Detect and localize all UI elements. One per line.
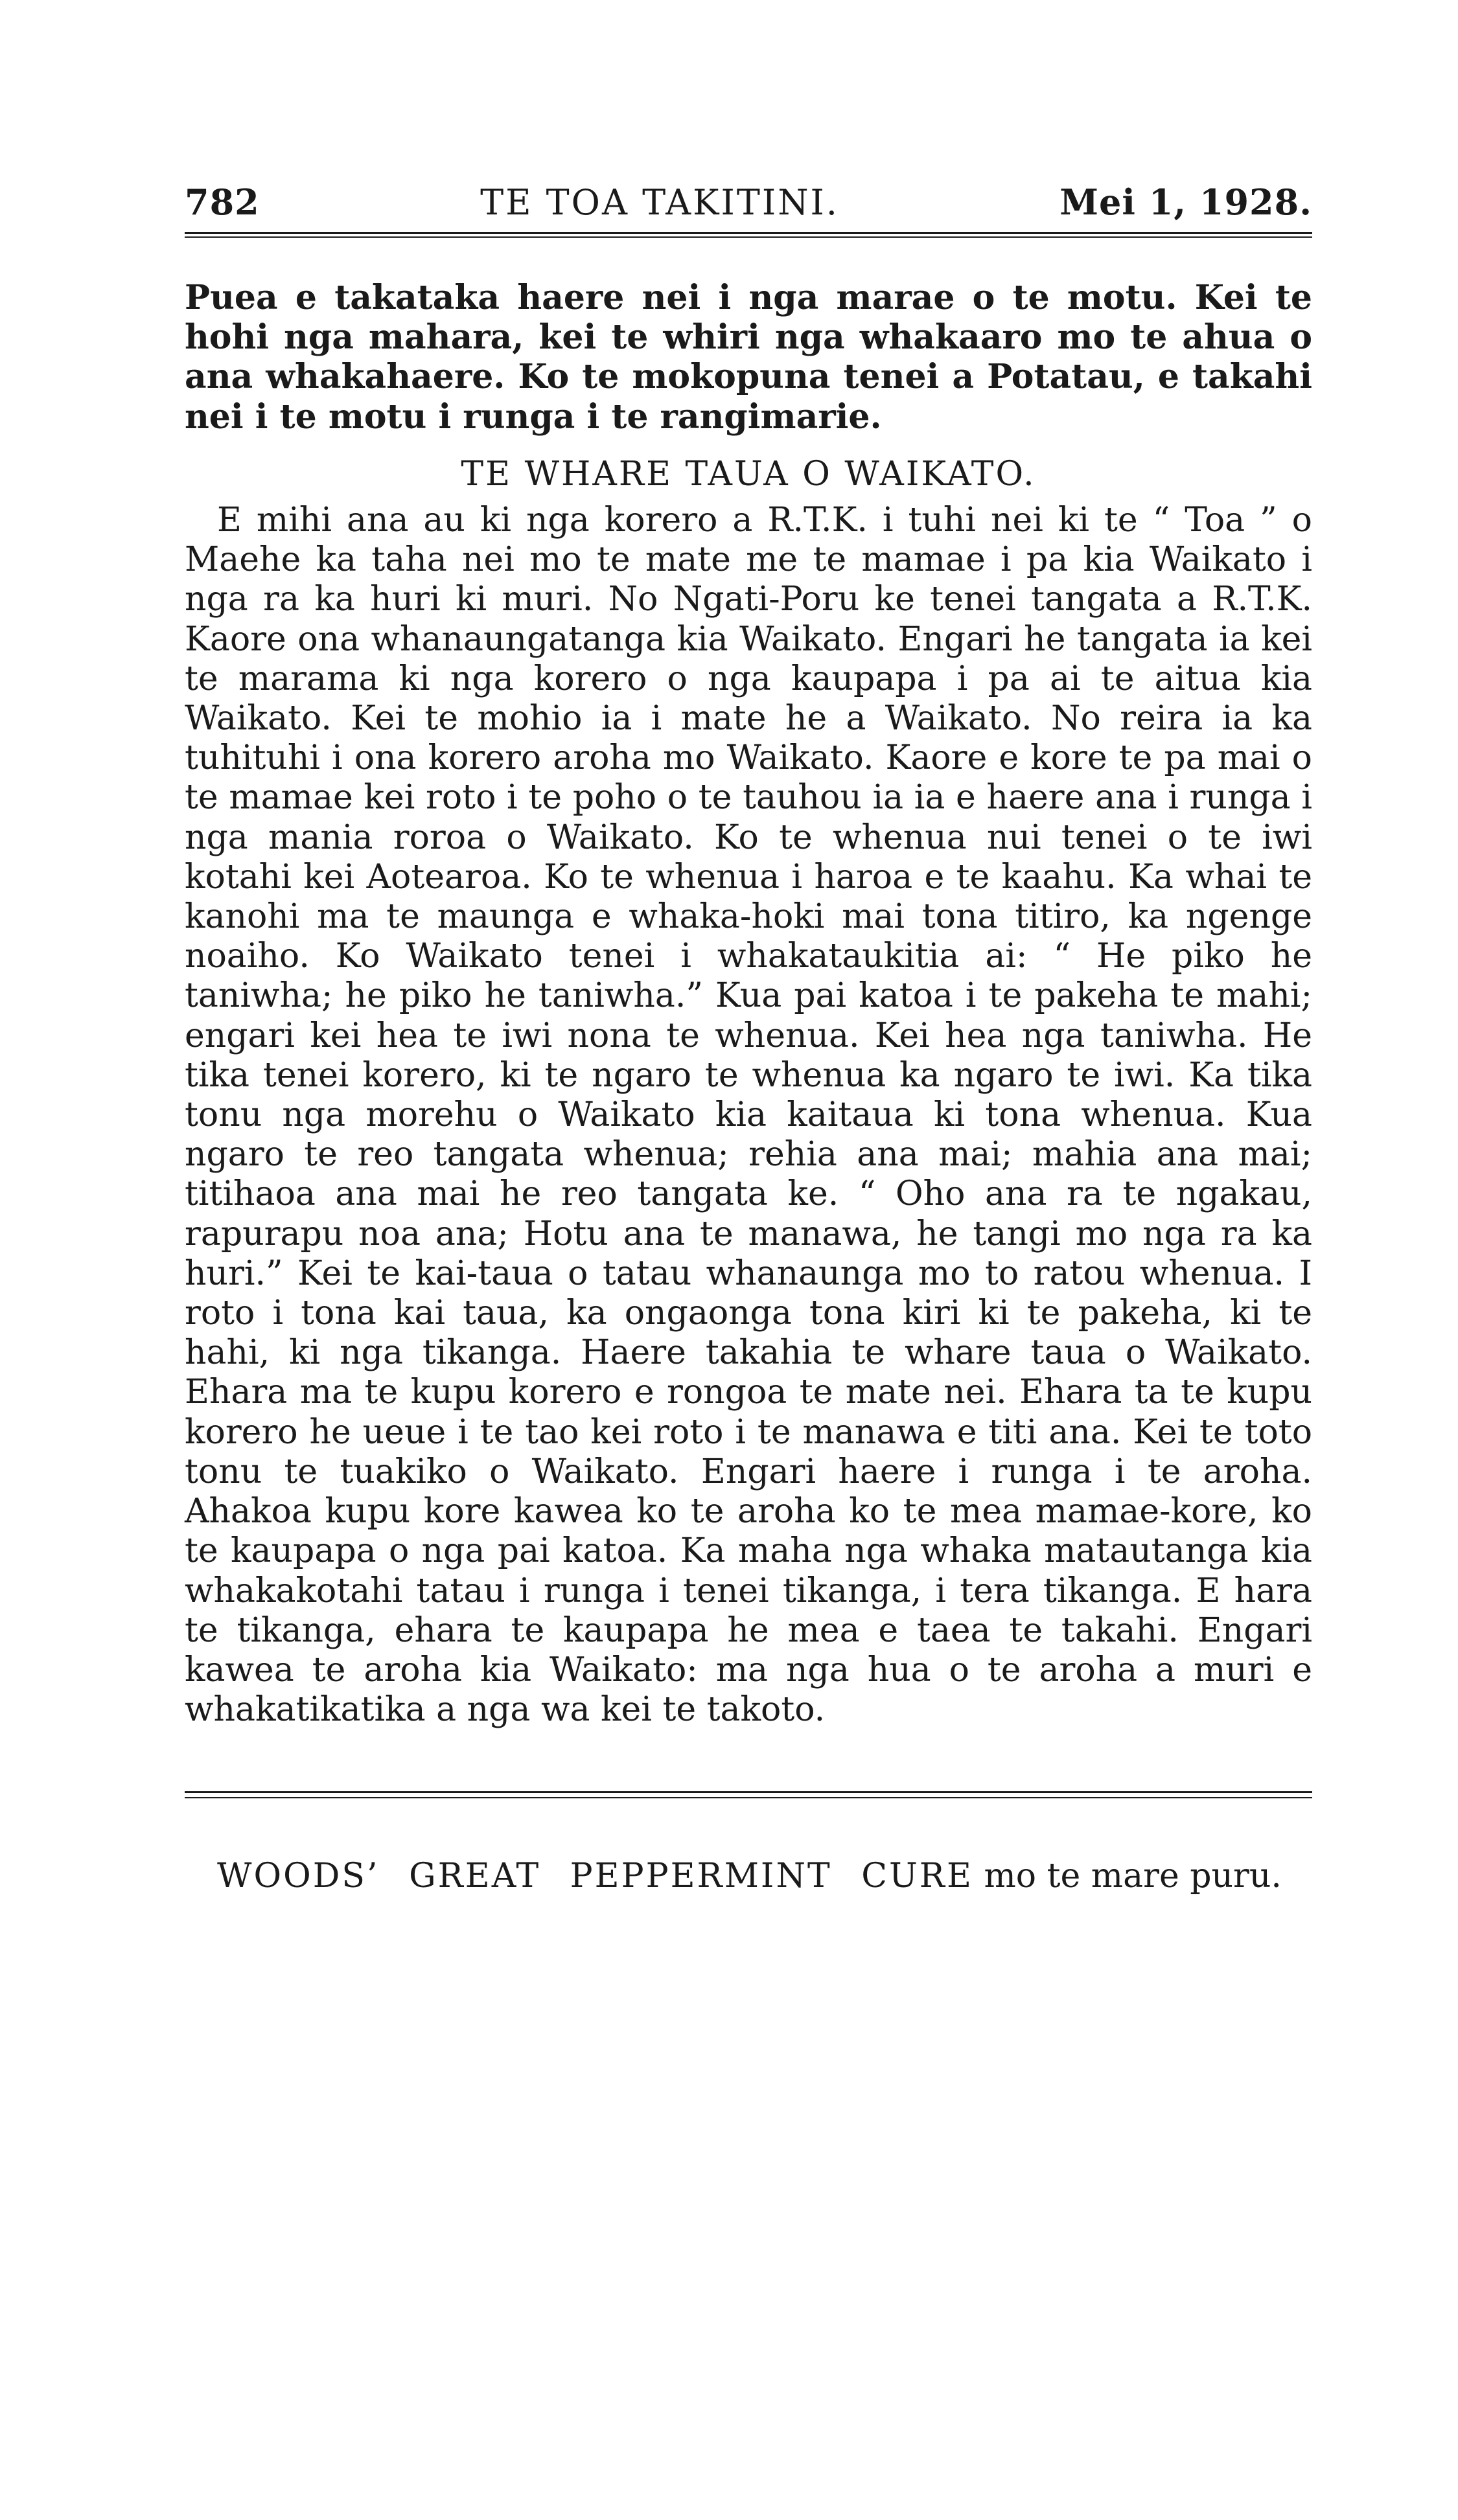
header-rule: [185, 232, 1312, 238]
section-paragraph: E mihi ana au ki nga korero a R.T.K. i tuhi nei ki te “ Toa ” o Maehe ka taha nei mo te mate me te mamae i pa kia Waikato i nga ra ka huri ki muri. No Ngati-Poru ke tenei tangata a R.T.K. Kaore ona whanaungatanga kia Waikato. Engari he tangata ia kei te marama ki nga korero o nga kaupapa i pa ai te aitua kia Waikato. Kei te mohio ia i mate he a Waikato. No reira ia ka tuhituhi i ona korero aroha mo Waikato. Kaore e kore te pa mai o te mamae kei roto i te poho o te tauhou ia ia e haere ana i runga i nga mania roroa o Waikato. Ko te whenua nui tenei o te iwi kotahi kei Aotearoa. Ko te whenua i haroa e te kaahu. Ka whai te kanohi ma te maunga e whaka-hoki mai tona titiro, ka ngenge noaiho. Ko Waikato tenei i whakataukitia ai: “ He piko he taniwha; he piko he taniwha.” Kua pai katoa i te pakeha te mahi; engari kei hea te iwi nona te whenua. Kei hea nga taniwha. He tika tenei korero, ki te ngaro te whenua ka ngaro te iwi. Ka tika tonu nga morehu o Waikato kia kaitaua ki tona whenua. Kua ngaro te reo tangata whenua; rehia ana mai; mahia ana mai; titihaoa ana mai he reo tangata ke. “ Oho ana ra te ngakau, rapurapu noa ana; Hotu ana te manawa, he tangi mo nga ra ka huri.” Kei te kai-taua o tatau whanaunga mo to ratou whenua. I roto i tona kai taua, ka ongaonga tona kiri ki te pakeha, ki te hahi, ki nga tikanga. Haere takahia te whare taua o Waikato. Ehara ma te kupu korero e rongoa te mate nei. Ehara ta te kupu korero he ueue i te tao kei roto i te manawa e titi ana. Kei te toto tonu te tuakiko o Waikato. Engari haere i runga i te aroha. Ahakoa kupu kore kawea ko te aroha ko te mea mamae-kore, ko te kaupapa o nga pai katoa. Ka maha nga whaka matautanga kia whakakotahi tatau i runga i tenei tikanga, i tera tikanga. E hara te tikanga, ehara te kaupapa he mea e taea te takahi. Engari kawea te aroha kia Waikato: ma nga hua o te aroha a muri e whakatikatika a nga wa kei te takoto.: [185, 501, 1312, 1730]
opening-paragraph: Puea e takataka haere nei i nga marae o te motu. Kei te hohi nga mahara, kei te whiri nga whakaaro mo te ahua o ana whakahaere. Ko te mokopuna tenei a Potatau, e takahi nei i te motu i runga i te rangimarie.: [185, 278, 1312, 437]
advertisement: [185, 1855, 1312, 1897]
running-header: [185, 181, 1312, 223]
publication-title: TE TOA TAKITINI.: [480, 182, 839, 223]
page-number: 782: [185, 181, 260, 223]
section-heading: TE WHARE TAUA O WAIKATO.: [461, 454, 1036, 494]
page: [185, 181, 1312, 1930]
article-body: [185, 278, 1312, 1730]
issue-date: Mei 1, 1928.: [1059, 181, 1312, 223]
advert-text: mo te mare puru.: [984, 1857, 1282, 1896]
footer-rule: [185, 1791, 1312, 1798]
advert-product: WOODS’ GREAT PEPPERMINT CURE: [217, 1857, 973, 1896]
